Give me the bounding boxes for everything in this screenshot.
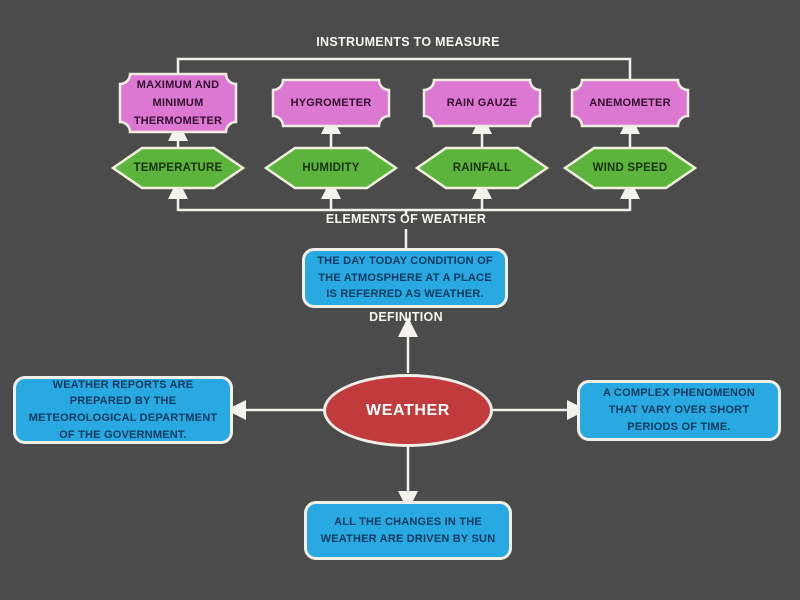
fact-text: A COMPLEX PHENOMENON THAT VARY OVER SHORT PERIODS OF TIME. <box>602 387 756 433</box>
element-label: WIND SPEED <box>592 162 668 174</box>
instrument-label: HYGROMETER <box>290 96 372 109</box>
fact-text: THE DAY TODAY CONDITION OF THE ATMOSPHERE AT A PLACE IS REFERRED AS WEATHER. <box>317 254 493 301</box>
instruments-section-label: INSTRUMENTS TO MEASURE <box>316 35 500 49</box>
instrument-label: MAXIMUM AND MINIMUM THERMOMETER <box>133 78 223 128</box>
center-node-weather <box>323 374 493 447</box>
instrument-box-hygrometer <box>273 80 389 126</box>
center-label: WEATHER <box>366 401 450 419</box>
fact-box-sun <box>304 501 512 560</box>
instrument-label: ANEMOMETER <box>589 96 671 109</box>
instrument-box-raingauze <box>424 80 540 126</box>
instrument-label: RAIN GAUZE <box>446 96 518 109</box>
definition-section-label: DEFINITION <box>369 310 443 324</box>
fact-box-definition <box>302 248 508 308</box>
instrument-box-anemometer <box>572 80 688 126</box>
element-hex-temperature <box>112 147 244 189</box>
fact-text: WEATHER REPORTS ARE PREPARED BY THE METEOROLOGICAL DEPARTMENT OF THE GOVERNMENT. <box>28 378 218 441</box>
instrument-box-thermometer <box>120 74 236 132</box>
elements-section-label: ELEMENTS OF WEATHER <box>325 212 487 226</box>
element-hex-humidity <box>265 147 397 189</box>
instruments-bracket-line <box>178 59 630 80</box>
element-hex-windspeed <box>564 147 696 189</box>
element-hex-rainfall <box>416 147 548 189</box>
element-label: RAINFALL <box>452 162 512 174</box>
fact-box-variability <box>577 380 781 441</box>
fact-box-reports <box>13 376 233 444</box>
element-label: TEMPERATURE <box>133 162 223 174</box>
fact-text: ALL THE CHANGES IN THE WEATHER ARE DRIVEN BY SUN <box>320 515 496 545</box>
element-label: HUMIDITY <box>302 162 360 174</box>
